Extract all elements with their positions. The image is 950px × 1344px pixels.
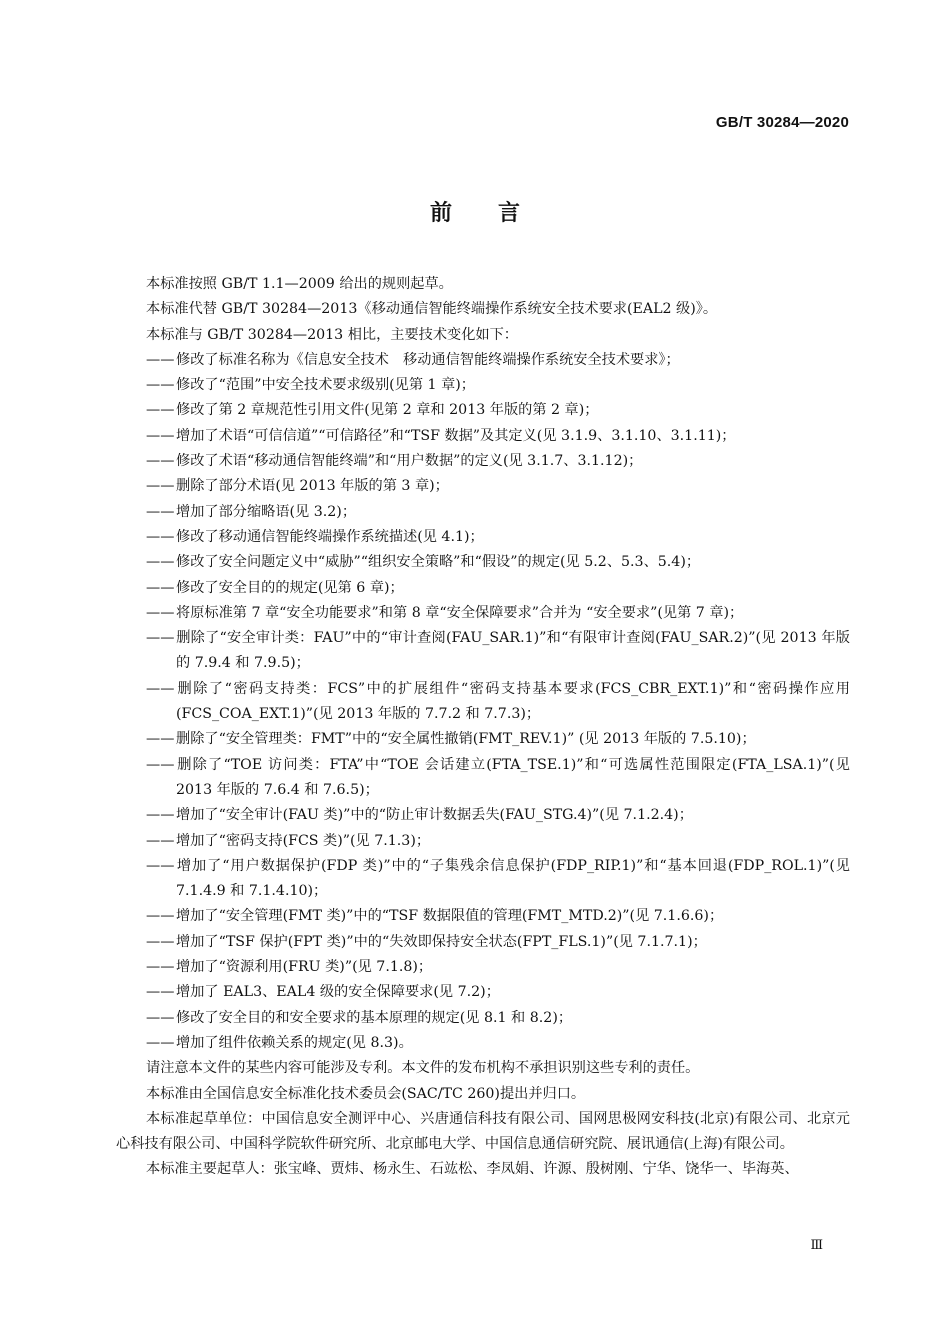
- change-item: —— 增加了“用户数据保护(FDP 类)”中的“子集残余信息保护(FDP_RIP.1)”和“基本回退(FDP_ROL.1)”(见 7.1.4.9 和 7.1.4.10)；: [146, 857, 850, 900]
- change-item: —— 修改了“范围”中安全技术要求级别(见第 1 章)；: [146, 377, 475, 394]
- change-item: —— 删除了“TOE 访问类：FTA”中“TOE 会话建立(FTA_TSE.1)”和“可选属性范围限定(FTA_LSA.1)”(见 2013 年版的 7.6.4 和 7.6.5)；: [146, 756, 850, 798]
- page-number: Ⅲ: [810, 1238, 823, 1253]
- change-item: —— 增加了 EAL3、EAL4 级的安全保障要求(见 7.2)；: [146, 984, 500, 1001]
- page-title: [0, 196, 950, 227]
- change-item: —— 删除了“安全审计类：FAU”中的“审计查阅(FAU_SAR.1)”和“有限审计查阅(FAU_SAR.2)”(见 2013 年版的 7.9.4 和 7.9.5)；: [146, 630, 850, 672]
- change-item: —— 增加了“安全管理(FMT 类)”中的“TSF 数据限值的管理(FMT_MTD.2)”(见 7.1.6.6)；: [146, 908, 724, 925]
- change-item: —— 增加了术语“可信信道”“可信路径”和“TSF 数据”及其定义(见 3.1.9、3.1.10、3.1.11)；: [146, 427, 736, 444]
- change-item: —— 将原标准第 7 章“安全功能要求”和第 8 章“安全保障要求”合并为 “安全要求”(见第 7 章)；: [146, 604, 744, 621]
- drafting-units-paragraph: 本标准起草单位：中国信息安全测评中心、兴唐通信科技有限公司、国网思极网安科技(北京)有限公司、北京元心科技有限公司、中国科学院软件研究所、北京邮电大学、中国信息通信研究院、展讯通信(上海)有限公司。: [116, 1110, 850, 1153]
- change-item: —— 修改了移动通信智能终端操作系统描述(见 4.1)；: [146, 528, 484, 545]
- closing-paragraph: 请注意本文件的某些内容可能涉及专利。本文件的发布机构不承担识别这些专利的责任。: [146, 1060, 700, 1077]
- change-item: —— 增加了部分缩略语(见 3.2)；: [146, 503, 357, 520]
- change-item: —— 增加了“TSF 保护(FPT 类)”中的“失效即保持安全状态(FPT_FLS.1)”(见 7.1.7.1)；: [146, 933, 707, 950]
- change-item: —— 修改了标准名称为《信息安全技术 移动通信智能终端操作系统安全技术要求》；: [146, 351, 680, 368]
- change-item: —— 修改了第 2 章规范性引用文件(见第 2 章和 2013 年版的第 2 章)；: [146, 402, 599, 419]
- title-part-1: 前: [429, 201, 452, 226]
- change-item: —— 修改了安全目的的规定(见第 6 章)；: [146, 579, 404, 596]
- change-item: —— 删除了“安全管理类：FMT”中的“安全属性撤销(FMT_REV.1)” (见 2013 年版的 7.5.10)；: [146, 731, 756, 748]
- intro-paragraph: 本标准代替 GB/T 30284—2013《移动通信智能终端操作系统安全技术要求(EAL2 级)》。: [146, 301, 718, 318]
- standard-code: GB/T 30284—2020: [715, 114, 849, 131]
- change-item: —— 增加了“资源利用(FRU 类)”(见 7.1.8)；: [146, 959, 433, 976]
- change-item: —— 增加了组件依赖关系的规定(见 8.3)。: [146, 1034, 413, 1051]
- change-item: —— 修改了安全目的和安全要求的基本原理的规定(见 8.1 和 8.2)；: [146, 1009, 573, 1026]
- change-item: —— 修改了术语“移动通信智能终端”和“用户数据”的定义(见 3.1.7、3.1.12)；: [146, 453, 643, 470]
- drafters-paragraph: 本标准主要起草人：张宝峰、贾炜、杨永生、石竑松、李凤娟、许源、殷树刚、宁华、饶华一、毕海英、: [146, 1161, 799, 1178]
- closing-paragraph: 本标准由全国信息安全标准化技术委员会(SAC/TC 260)提出并归口。: [146, 1085, 586, 1102]
- change-item: —— 增加了“安全审计(FAU 类)”中的“防止审计数据丢失(FAU_STG.4)”(见 7.1.2.4)；: [146, 807, 693, 824]
- change-item: —— 删除了“密码支持类：FCS”中的扩展组件“密码支持基本要求(FCS_CBR_EXT.1)”和“密码操作应用(FCS_COA_EXT.1)”(见 2013 年版的 7.7.2 和 7.7.3)；: [146, 680, 850, 723]
- title-part-2: 言: [498, 201, 521, 226]
- change-item: —— 增加了“密码支持(FCS 类)”(见 7.1.3)；: [146, 832, 431, 849]
- change-item: —— 修改了安全问题定义中“威胁”“组织安全策略”和“假设”的规定(见 5.2、5.3、5.4)；: [146, 554, 701, 571]
- change-item: —— 删除了部分术语(见 2013 年版的第 3 章)；: [146, 478, 449, 495]
- document-body: [116, 272, 850, 1183]
- intro-paragraph: 本标准按照 GB/T 1.1—2009 给出的规则起草。: [146, 276, 453, 292]
- intro-paragraph: 本标准与 GB/T 30284—2013 相比，主要技术变化如下：: [146, 326, 518, 343]
